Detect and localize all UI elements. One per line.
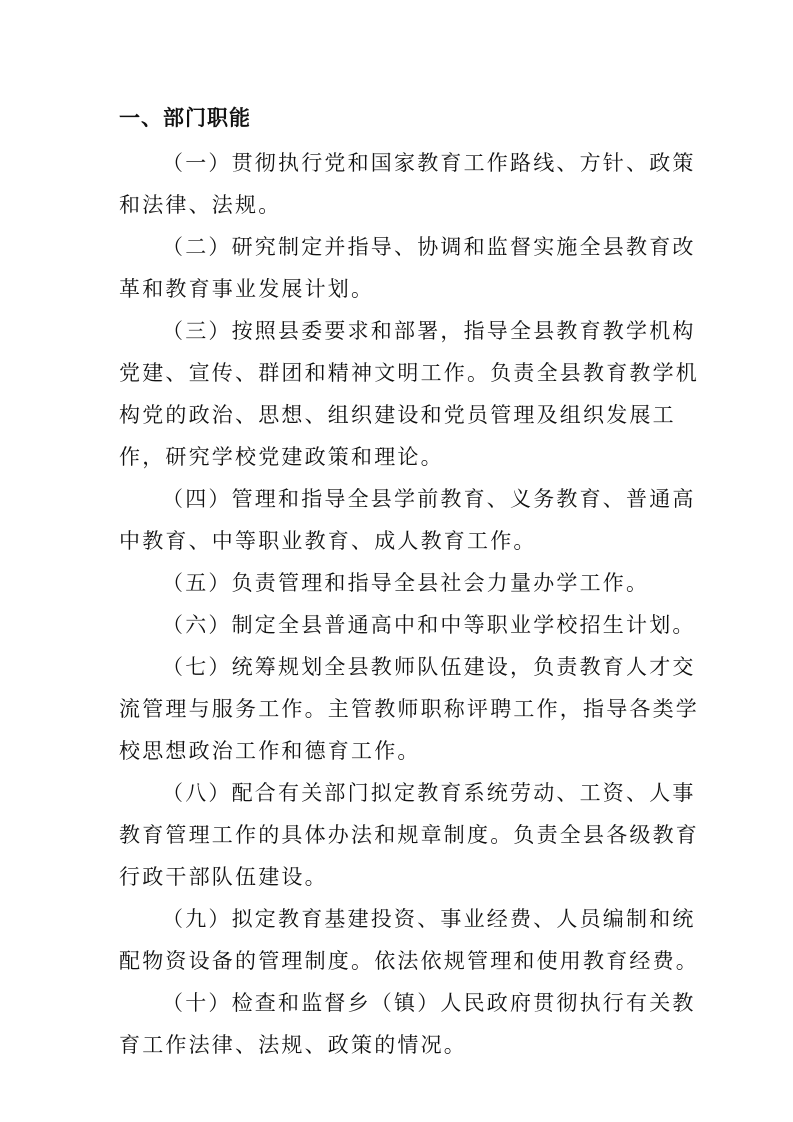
paragraph-7-line-2: 流管理与服务工作。主管教师职称评聘工作，指导各类学 — [119, 697, 699, 721]
paragraph-3-line-2: 党建、宣传、群团和精神文明工作。负责全县教育教学机 — [119, 361, 699, 385]
paragraph-2-line-1: （二）研究制定并指导、协调和监督实施全县教育改 — [162, 235, 696, 259]
paragraph-8-line-3: 行政干部队伍建设。 — [119, 865, 328, 889]
paragraph-3-line-4: 作，研究学校党建政策和理论。 — [119, 445, 444, 469]
paragraph-4-line-2: 中教育、中等职业教育、成人教育工作。 — [119, 529, 537, 553]
paragraph-7-line-1: （七）统筹规划全县教师队伍建设，负责教育人才交 — [162, 655, 696, 679]
paragraph-1-line-2: 和法律、法规。 — [119, 193, 282, 217]
paragraph-6-line-1: （六）制定全县普通高中和中等职业学校招生计划。 — [162, 613, 696, 637]
section-heading: 一、部门职能 — [119, 106, 251, 130]
paragraph-4-line-1: （四）管理和指导全县学前教育、义务教育、普通高 — [162, 487, 696, 511]
paragraph-7-line-3: 校思想政治工作和德育工作。 — [119, 739, 421, 763]
paragraph-10-line-2: 育工作法律、法规、政策的情况。 — [119, 1033, 467, 1057]
paragraph-10-line-1: （十）检查和监督乡（镇）人民政府贯彻执行有关教 — [162, 991, 696, 1015]
paragraph-9-line-1: （九）拟定教育基建投资、事业经费、人员编制和统 — [162, 907, 696, 931]
paragraph-5-line-1: （五）负责管理和指导全县社会力量办学工作。 — [162, 571, 650, 595]
paragraph-3-line-3: 构党的政治、思想、组织建设和党员管理及组织发展工 — [119, 403, 676, 427]
paragraph-8-line-2: 教育管理工作的具体办法和规章制度。负责全县各级教育 — [119, 823, 699, 847]
paragraph-2-line-2: 革和教育事业发展计划。 — [119, 277, 375, 301]
paragraph-8-line-1: （八）配合有关部门拟定教育系统劳动、工资、人事 — [162, 781, 696, 805]
paragraph-9-line-2: 配物资设备的管理制度。依法依规管理和使用教育经费。 — [119, 949, 699, 973]
paragraph-1-line-1: （一）贯彻执行党和国家教育工作路线、方针、政策 — [162, 151, 696, 175]
paragraph-3-line-1: （三）按照县委要求和部署，指导全县教育教学机构 — [162, 319, 696, 343]
